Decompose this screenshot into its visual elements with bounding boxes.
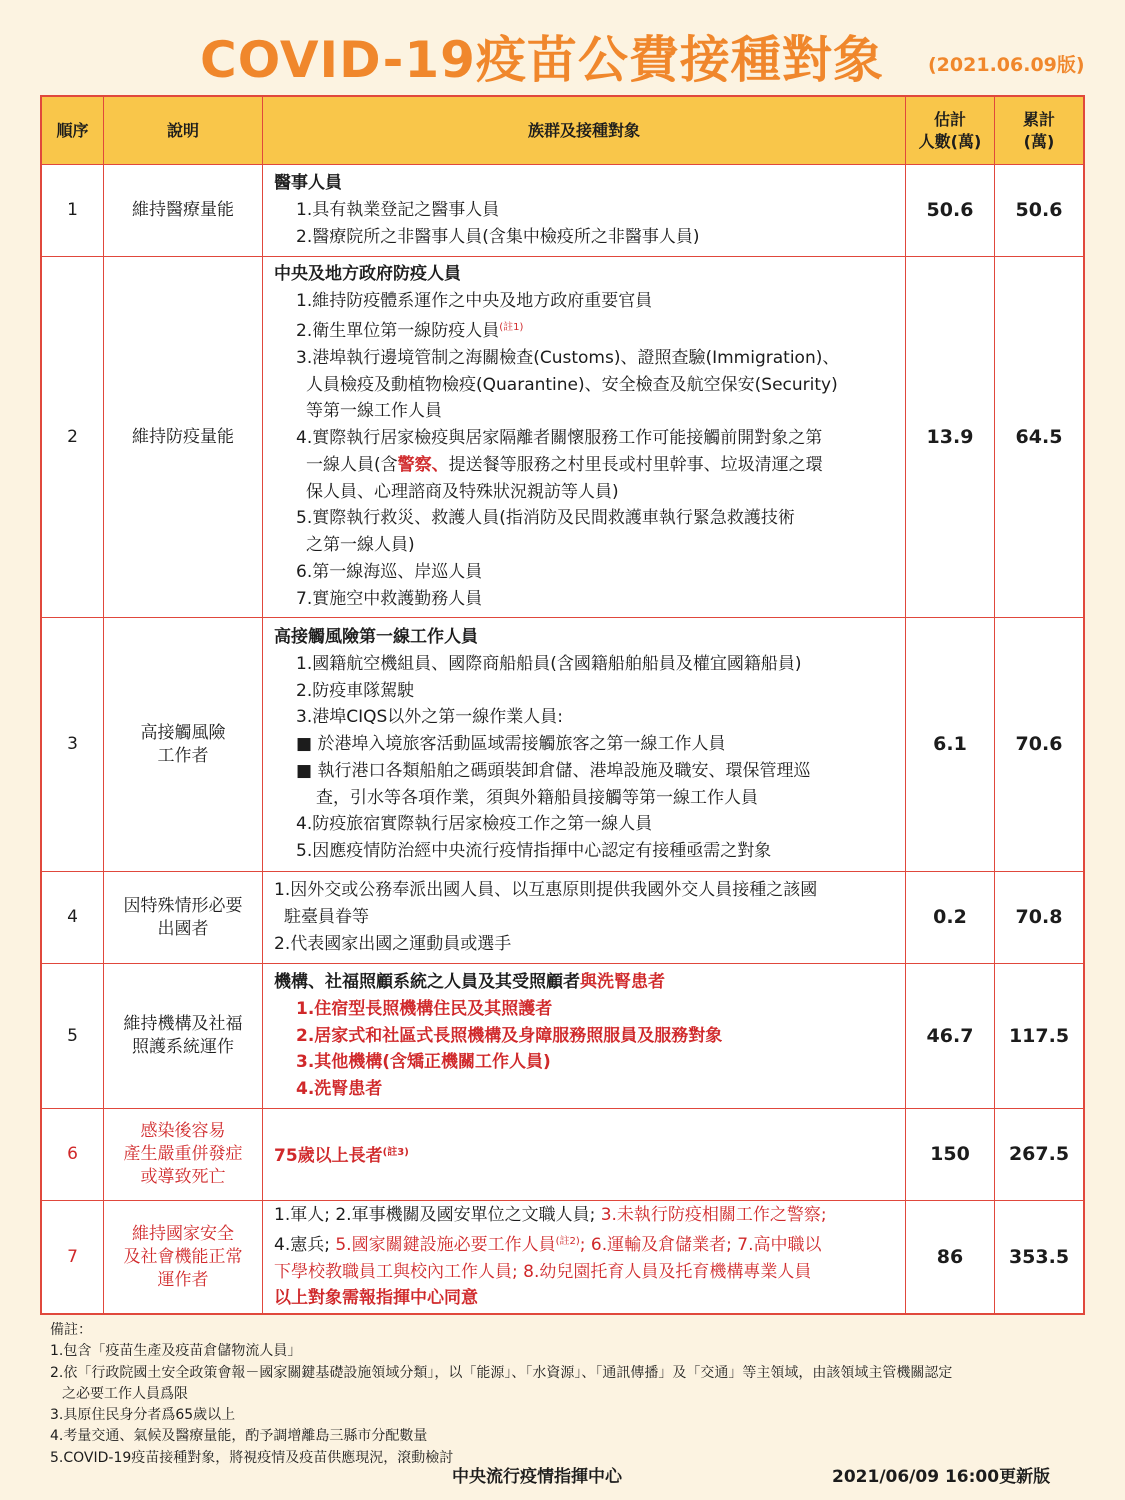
row-target	[263, 257, 906, 617]
header-target: 族群及接種對象	[263, 97, 906, 164]
table-row	[42, 257, 1083, 618]
target-item: 2.衛生單位第一線防疫人員$^{(註1)}$	[296, 320, 524, 341]
header-cumulative: 累計 (萬)	[1022, 109, 1055, 151]
row-desc: 維持國家安全 及社會機能正常 運作者	[104, 1201, 263, 1313]
footer-org: 中央流行疫情指揮中心	[452, 1467, 622, 1487]
row-estimate: 150	[906, 1109, 995, 1200]
table-row	[42, 1109, 1083, 1201]
table-row	[42, 872, 1083, 964]
row-estimate: 86	[906, 1201, 995, 1313]
note-item-cont: 之必要工作人員爲限	[62, 1385, 188, 1402]
target-item: 1.住宿型長照機構住民及其照護者	[296, 998, 553, 1019]
target-item: 5.因應疫情防治經中央流行疫情指揮中心認定有接種亟需之對象	[296, 841, 772, 862]
note-item: 2.依「行政院國土安全政策會報－國家關鍵基礎設施領域分類」，以「能源」、「水資源」、「通訊傳播」及「交通」等主領域，由該領域主管機關認定	[50, 1364, 953, 1381]
row-order: 4	[42, 872, 104, 963]
row-desc: 維持機構及社福 照護系統運作	[104, 964, 263, 1108]
target-subitem: ■ 執行港口各類船舶之碼頭裝卸倉儲、港埠設施及職安、環保管理巡	[296, 760, 811, 781]
note-item: 3.具原住民身分者爲65歲以上	[50, 1407, 236, 1424]
row-target	[263, 872, 906, 963]
row-order: 5	[42, 964, 104, 1108]
table-row	[42, 618, 1083, 872]
row-target	[263, 165, 906, 256]
row-target	[263, 1109, 906, 1200]
target-item: 3.其他機構(含矯正機關工作人員)	[296, 1052, 551, 1073]
target-line: 下學校教職員工與校內工作人員; 8.幼兒園托育人員及托育機構專業人員	[274, 1261, 812, 1282]
row-order: 1	[42, 165, 104, 256]
target-line: 4.憲兵; 5.國家關鍵設施必要工作人員$^{(註2)}$; 6.運輸及倉儲業者; 7.高中職以	[274, 1234, 822, 1255]
row-desc: 因特殊情形必要 出國者	[104, 872, 263, 963]
notes-section	[50, 1320, 1090, 1469]
row-cumulative: 117.5	[1008, 1024, 1070, 1047]
target-item: 2.居家式和社區式長照機構及身障服務照服員及服務對象	[296, 1025, 723, 1046]
table-row	[42, 165, 1083, 257]
row-cumulative: 70.6	[1015, 733, 1063, 755]
target-item-cont: 駐臺員眷等	[284, 907, 369, 928]
page-title: COVID-19疫苗公費接種對象	[200, 31, 884, 89]
header-estimate: 估計 人數(萬)	[906, 97, 995, 164]
row-desc: 維持醫療量能	[104, 165, 263, 256]
footer-updated: 2021/06/09 16:00更新版	[832, 1467, 1051, 1487]
row-desc: 高接觸風險 工作者	[104, 618, 263, 871]
target-item: 4.實際執行居家檢疫與居家隔離者關懷服務工作可能接觸前開對象之第	[296, 428, 823, 449]
footnote-marker: (註3)	[382, 1146, 409, 1158]
row-target	[263, 618, 906, 871]
row-order: 3	[42, 618, 104, 871]
target-item: 1.具有執業登記之醫事人員	[296, 200, 500, 221]
target-item: 1.國籍航空機組員、國際商船船員(含國籍船舶船員及權宜國籍船員)	[296, 653, 802, 674]
target-subitem: ■ 於港埠入境旅客活動區域需接觸旅客之第一線工作人員	[296, 734, 726, 755]
row-cumulative: 70.8	[1015, 906, 1063, 928]
target-item: 2.代表國家出國之運動員或選手	[274, 933, 512, 954]
target-item: 1.維持防疫體系運作之中央及地方政府重要官員	[296, 291, 653, 312]
target-item-cont: 保人員、心理諮商及特殊狀況親訪等人員)	[306, 481, 619, 502]
highlight-police: 警察、	[397, 454, 449, 475]
table-row	[42, 1201, 1083, 1313]
vaccine-target-table	[40, 95, 1085, 1315]
target-item: 2.防疫車隊駕駛	[296, 680, 415, 701]
table-row	[42, 964, 1083, 1109]
target-line: 以上對象需報指揮中心同意	[274, 1288, 478, 1309]
target-item: 4.防疫旅宿實際執行居家檢疫工作之第一線人員	[296, 814, 653, 835]
group-heading: 機構、社福照顧系統之人員及其受照顧者與洗腎患者	[274, 972, 665, 992]
row-cumulative: 267.5	[1008, 1143, 1070, 1165]
row-estimate: 0.2	[906, 872, 995, 963]
row-target	[263, 964, 906, 1108]
table-header-row	[42, 97, 1083, 165]
row-estimate: 46.7	[906, 964, 995, 1108]
target-line: 1.軍人; 2.軍事機關及國安單位之文職人員; 3.未執行防疫相關工作之警察;	[274, 1204, 827, 1225]
target-item: 2.醫療院所之非醫事人員(含集中檢疫所之非醫事人員)	[296, 226, 700, 247]
row-order: 7	[42, 1201, 104, 1313]
group-heading: 高接觸風險第一線工作人員	[274, 626, 478, 647]
target-item: 3.港埠執行邊境管制之海關檢查(Customs)、證照查驗(Immigration)、	[296, 347, 840, 368]
target-item: 3.港埠CIQS以外之第一線作業人員:	[296, 707, 564, 728]
target-item: 5.實際執行救災、救護人員(指消防及民間救護車執行緊急救護技術	[296, 508, 795, 529]
title-area	[0, 0, 1125, 96]
row-cumulative: 64.5	[1015, 425, 1063, 448]
row-cumulative: 353.5	[1008, 1245, 1070, 1268]
row-estimate: 13.9	[906, 257, 995, 617]
row-estimate: 50.6	[906, 165, 995, 256]
target-item-cont: 等第一線工作人員	[306, 401, 442, 422]
version-label: (2021.06.09版)	[928, 54, 1085, 76]
target-item: 6.第一線海巡、岸巡人員	[296, 562, 483, 583]
row-cumulative: 50.6	[1015, 199, 1063, 221]
target-item: 7.實施空中救護勤務人員	[296, 588, 483, 609]
row-target	[263, 1201, 906, 1313]
note-item: 5.COVID-19疫苗接種對象，將視疫情及疫苗供應現況，滾動檢討	[50, 1449, 454, 1466]
target-item-cont: 一線人員(含警察、提送餐等服務之村里長或村里幹事、垃圾清運之環	[306, 454, 823, 475]
target-item-cont: 之第一線人員)	[306, 535, 415, 556]
target-item-cont: 人員檢疫及動植物檢疫(Quarantine)、安全檢查及航空保安(Security)	[306, 374, 838, 395]
target-item: 75歲以上長者$^{(註3)}$	[274, 1145, 409, 1166]
note-item: 4.考量交通、氣候及醫療量能，酌予調增離島三縣市分配數量	[50, 1428, 428, 1445]
row-estimate: 6.1	[906, 618, 995, 871]
header-desc: 說明	[104, 97, 263, 164]
row-desc: 維持防疫量能	[104, 257, 263, 617]
footnote-marker: (註1)	[499, 321, 524, 333]
row-desc: 感染後容易 產生嚴重併發症 或導致死亡	[104, 1109, 263, 1200]
group-heading: 中央及地方政府防疫人員	[274, 264, 461, 285]
target-item: 4.洗腎患者	[296, 1079, 383, 1100]
note-item: 1.包含「疫苗生產及疫苗倉儲物流人員」	[50, 1343, 302, 1360]
row-order: 6	[42, 1109, 104, 1200]
header-order: 順序	[42, 97, 104, 164]
group-heading: 醫事人員	[274, 173, 342, 194]
target-item: 1.因外交或公務奉派出國人員、以互惠原則提供我國外交人員接種之該國	[274, 880, 818, 901]
target-subitem-cont: 查，引水等各項作業，須與外籍船員接觸等第一線工作人員	[316, 787, 758, 808]
notes-heading: 備註：	[50, 1322, 92, 1338]
row-order: 2	[42, 257, 104, 617]
